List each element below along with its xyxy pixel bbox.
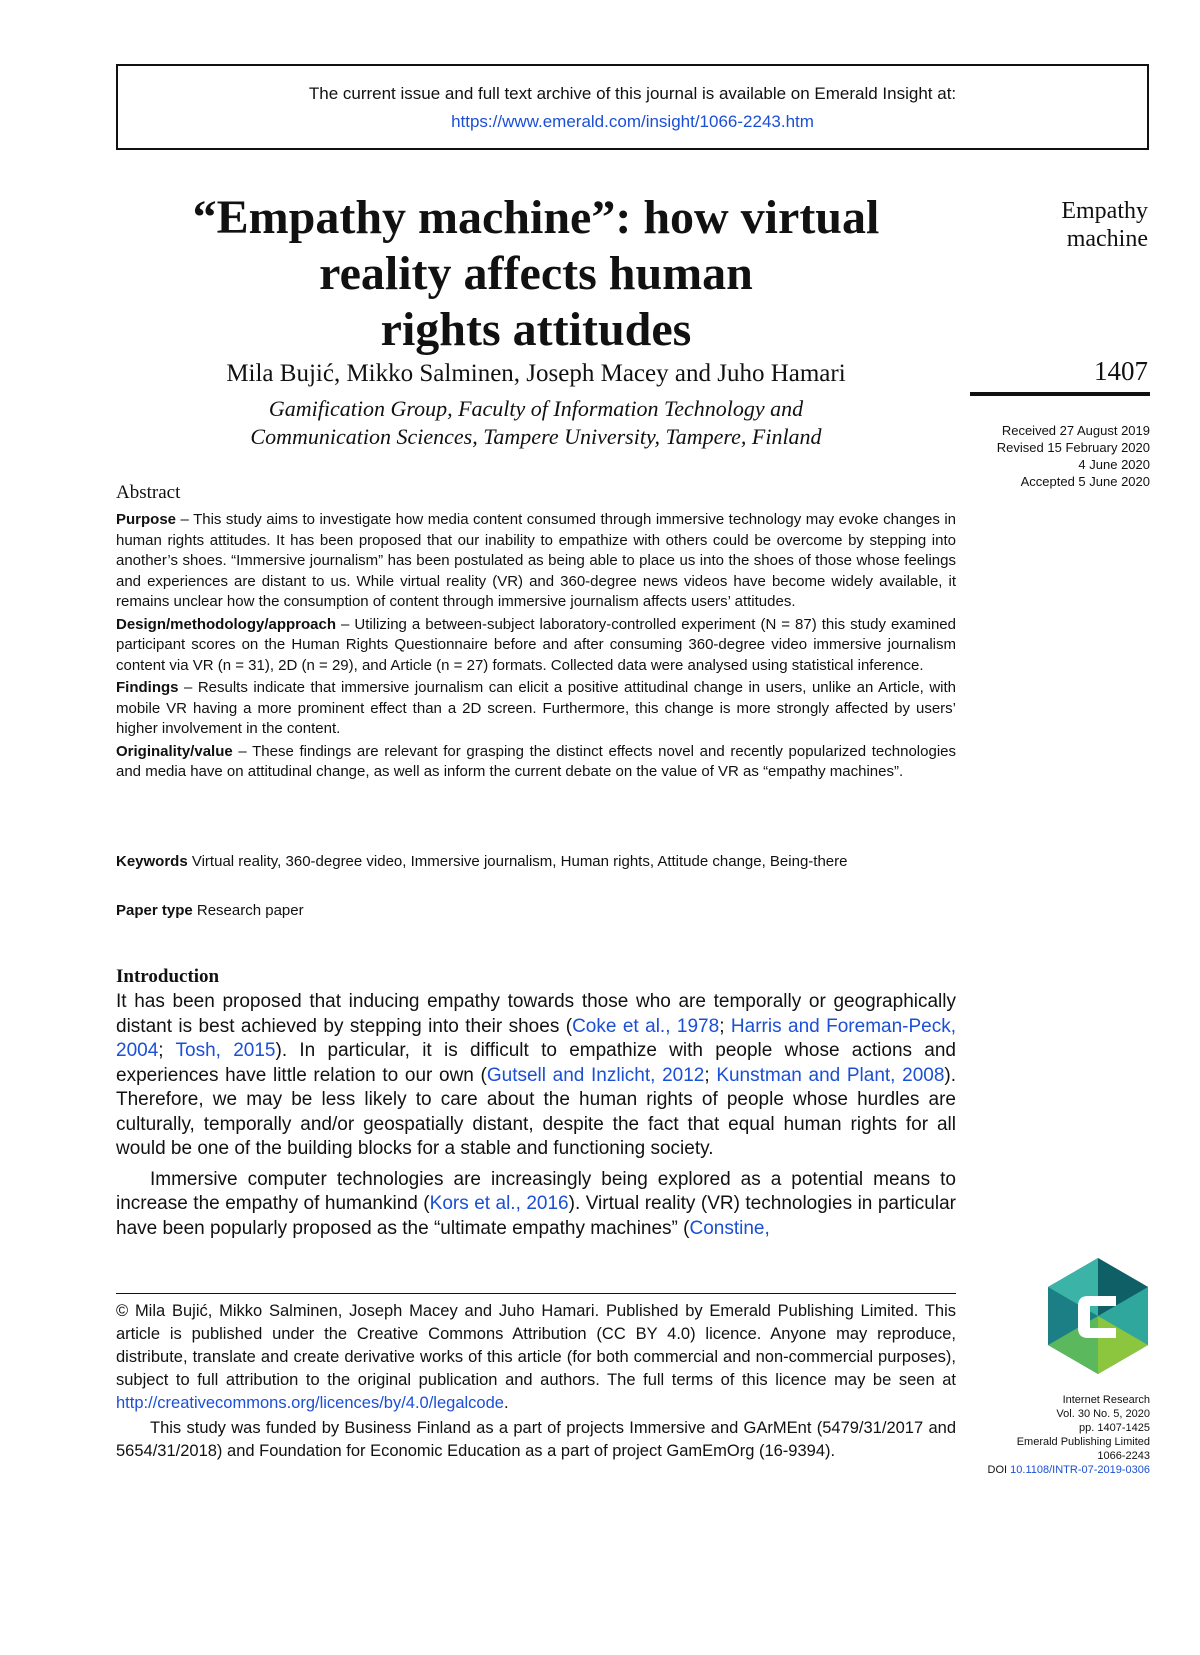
citation-link[interactable]: Kunstman and Plant, 2008 <box>716 1064 945 1086</box>
doi-label: DOI <box>987 1464 1011 1476</box>
citation-link[interactable]: Constine, <box>689 1217 770 1239</box>
originality-label: Originality/value <box>116 742 233 760</box>
journal-publisher: Emerald Publishing Limited <box>1016 1436 1150 1448</box>
intro-text: ). Virtual reality (VR) technologies in particular have been popularly proposed as the “ultimate empathy machines” ( <box>116 1193 956 1239</box>
running-title-line-1: Empathy <box>1061 198 1148 224</box>
journal-issn: 1066-2243 <box>1097 1450 1150 1462</box>
affiliation-line-2: Communication Sciences, Tampere University, Tampere, Finland <box>250 424 822 449</box>
citation-link[interactable]: Coke et al., 1978 <box>572 1015 720 1037</box>
copyright-note <box>116 1300 956 1415</box>
date-revised-2: 4 June 2020 <box>1078 457 1150 472</box>
journal-info <box>960 1393 1150 1477</box>
licence-link[interactable]: http://creativecommons.org/licences/by/4.0/legalcode <box>116 1394 504 1412</box>
abstract-findings <box>116 678 956 740</box>
copyright-text: © Mila Bujić, Mikko Salminen, Joseph Macey and Juho Hamari. Published by Emerald Publishing Limited. This article is published under the Creative Commons Attribution (CC BY 4.0) licence. Anyone may reproduce, distribute, translate and create derivative works of this article (for both commercial and non-commercial purposes), subject to full attribution to the original publication and authors. The full terms of this licence may be seen at <box>116 1302 956 1389</box>
design-text: – Utilizing a between-subject laboratory-controlled experiment (N = 87) this study examined participant scores on the Human Rights Questionnaire before and after consuming 360-degree video immersive journalism content via VR (n = 31), 2D (n = 29), and Article (n = 27) formats. Collected data were analysed using statistical inference. <box>116 615 956 674</box>
title-line-2: reality affects human <box>319 247 753 300</box>
journal-doi <box>960 1463 1150 1477</box>
intro-text: It has been proposed that inducing empathy towards those who are temporally or geographically distant is best achieved by stepping into their shoes ( <box>116 991 956 1037</box>
journal-volume: Vol. 30 No. 5, 2020 <box>1056 1408 1150 1420</box>
abstract-heading: Abstract <box>116 482 181 503</box>
date-revised-1: Revised 15 February 2020 <box>996 440 1150 455</box>
doi-link[interactable]: 10.1108/INTR-07-2019-0306 <box>1010 1464 1150 1476</box>
design-label: Design/methodology/approach <box>116 615 337 633</box>
journal-availability-box <box>116 64 1149 150</box>
footnote <box>116 1300 956 1463</box>
intro-text: ; <box>704 1064 717 1086</box>
article-dates <box>960 422 1150 490</box>
purpose-label: Purpose <box>116 511 177 528</box>
findings-label: Findings <box>116 679 179 696</box>
journal-url-link[interactable]: https://www.emerald.com/insight/1066-2243.htm <box>451 112 814 131</box>
keywords-label: Keywords <box>116 853 188 870</box>
intro-text: ; <box>719 1015 731 1037</box>
introduction-body <box>116 990 956 1241</box>
findings-text: – Results indicate that immersive journalism can elicit a positive attitudinal change in users, unlike an Article, with mobile VR having a more prominent effect than a 2D screen. Furthermore, this change is more strongly affected by users’ higher involvement in the content. <box>116 679 956 737</box>
originality-text: – These findings are relevant for grasping the distinct effects novel and recently popularized technologies and media have on attitudinal change, as well as inform the current debate on the value of VR as “empathy machines”. <box>116 742 956 780</box>
paper-type <box>116 902 956 919</box>
date-accepted: Accepted 5 June 2020 <box>1020 474 1150 489</box>
citation-link[interactable]: Tosh, 2015 <box>175 1040 276 1061</box>
affiliation-line-1: Gamification Group, Faculty of Information Technology and <box>268 396 804 421</box>
intro-text: ). In particular, it is difficult to empathize with people whose actions and experiences have little relation to our own ( <box>116 1040 957 1086</box>
affiliation <box>116 395 956 451</box>
page-number: 1407 <box>1094 356 1148 386</box>
introduction-heading: Introduction <box>116 966 220 987</box>
abstract-body <box>116 510 956 785</box>
intro-text: ). Therefore, we may be less likely to care about the human rights of people whose hurdles are culturally, temporally and/or geospatially distant, despite the fact that equal human rights for all would be one of the building blocks for a stable and functioning society. <box>116 1064 957 1159</box>
footnote-rule <box>116 1293 956 1294</box>
intro-paragraph-1 <box>116 990 956 1162</box>
article-title <box>116 190 956 358</box>
running-title <box>990 197 1148 253</box>
title-line-3: rights attitudes <box>380 303 692 356</box>
purpose-text: – This study aims to investigate how media content consumed through immersive technology may evoke changes in human rights attitudes. It has been proposed that our inability to empathize with others could be overcome by stepping into another’s shoes. “Immersive journalism” has been postulated as being able to place us into the shoes of those whose feelings and experiences are distant to us. While virtual reality (VR) and 360-degree news videos have become widely available, it remains unclear how the consumption of content through immersive journalism affects users’ attitudes. <box>116 511 956 610</box>
availability-text: The current issue and full text archive of this journal is available on Emerald Insight at: <box>308 84 957 103</box>
journal-pages: pp. 1407-1425 <box>1079 1422 1150 1434</box>
date-received: Received 27 August 2019 <box>1001 423 1150 438</box>
abstract-purpose <box>116 510 956 613</box>
citation-link[interactable]: Gutsell and Inzlicht, 2012 <box>486 1064 705 1086</box>
citation-link[interactable]: Harris and Foreman-Peck, 2004 <box>116 1015 957 1061</box>
intro-text: ; <box>158 1040 176 1061</box>
keywords-text: Virtual reality, 360-degree video, Immersive journalism, Human rights, Attitude change, Being-there <box>187 853 848 870</box>
citation-link[interactable]: Kors et al., 2016 <box>429 1193 569 1214</box>
running-title-line-2: machine <box>1066 226 1148 252</box>
abstract-design <box>116 615 956 677</box>
paper-type-label: Paper type <box>116 902 193 919</box>
paper-type-text: Research paper <box>192 902 304 919</box>
emerald-logo-icon <box>1048 1258 1148 1374</box>
intro-text: Immersive computer technologies are increasingly being explored as a potential means to increase the empathy of humankind ( <box>116 1168 956 1214</box>
abstract-originality <box>116 742 956 783</box>
intro-paragraph-2 <box>116 1168 956 1242</box>
keywords <box>116 852 956 873</box>
copyright-text-end: . <box>503 1394 509 1412</box>
title-line-1: “Empathy machine”: how virtual <box>192 191 880 244</box>
page-number-rule <box>970 392 1150 396</box>
journal-name: Internet Research <box>1062 1394 1150 1406</box>
funding-note: This study was funded by Business Finland as a part of projects Immersive and GArMEnt (5479/31/2017 and 5654/31/2018) and Foundation for Economic Education as a part of project GamEmOrg (16-9394). <box>116 1419 956 1460</box>
authors: Mila Bujić, Mikko Salminen, Joseph Macey and Juho Hamari <box>226 360 846 387</box>
